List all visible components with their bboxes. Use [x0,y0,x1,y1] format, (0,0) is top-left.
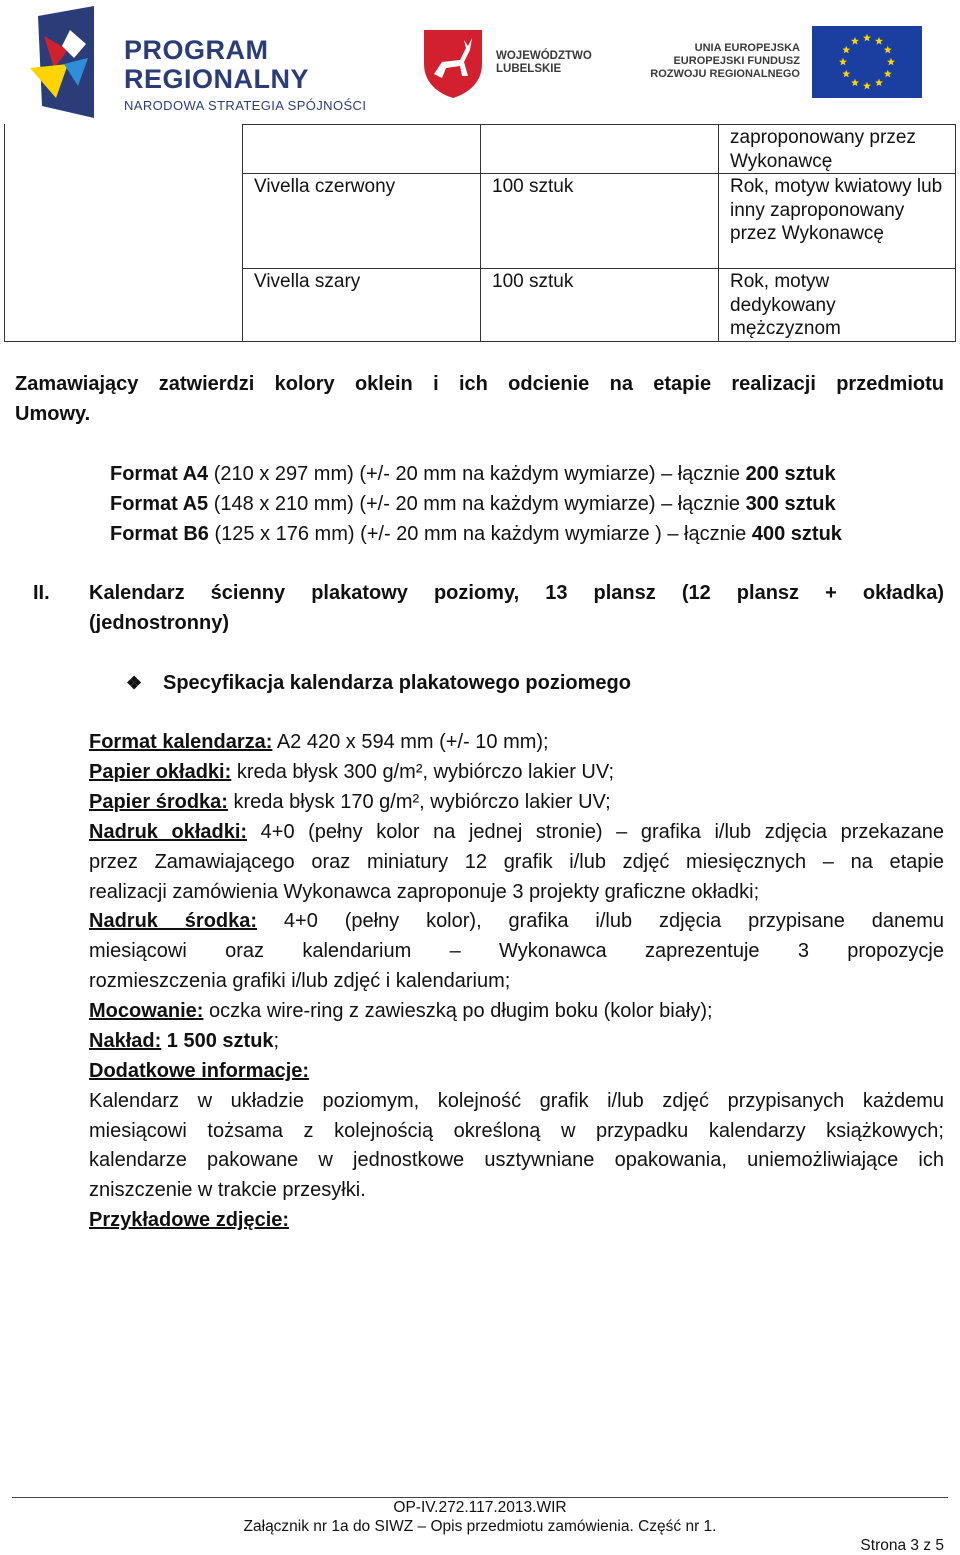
eu-flag-icon [812,26,922,98]
footer-reference: OP-IV.272.117.2013.WIR [393,1499,567,1516]
spec-cover-print-cont: przez Zamawiającego oraz miniatury 12 grafik i/lub zdjęć miesięcznych – na etapie [89,851,944,873]
table-cell-name: Vivella szary [254,271,361,292]
spec-extra-heading: Dodatkowe informacje: [89,1060,310,1082]
spec-extra-text: Kalendarz w układzie poziomym, kolejność grafik i/lub zdjęć przypisanych każdemu [89,1090,944,1112]
format-item-a5: Format A5 (148 x 210 mm) (+/- 20 mm na każdym wymiarze) – łącznie 300 sztuk [110,493,836,515]
format-item-a4: Format A4 (210 x 297 mm) (+/- 20 mm na każdym wymiarze) – łącznie 200 sztuk [110,463,836,485]
wojewodztwo-text: WOJEWÓDZTWO LUBELSKIE [496,50,592,75]
section-title: Kalendarz ścienny plakatowy poziomy, 13 plansz (12 plansz + okładka) [89,582,944,604]
eu-fund-logo [640,26,930,98]
section-title: (jednostronny) [89,612,229,634]
spec-extra-text: miesiącowi tożsama z kolejnością określoną w przypadku kalendarzy książkowych; [89,1120,944,1142]
table-cell-desc: Rok, motyw kwiatowy lub inny zaproponowany przez Wykonawcę [730,176,943,244]
eu-fund-text: UNIA EUROPEJSKA EUROPEJSKI FUNDUSZ ROZWOJU REGIONALNEGO [650,42,800,80]
table-cell-qty: 100 sztuk [492,176,574,197]
spec-mounting: Mocowanie: oczka wire-ring z zawieszką po długim boku (kolor biały); [89,1000,713,1022]
spec-extra-text: zniszczenie w trakcie przesyłki. [89,1179,366,1201]
program-regionalny-title: PROGRAM REGIONALNY [124,35,310,94]
program-regionalny-subtitle: NARODOWA STRATEGIA SPÓJNOŚCI [124,98,367,113]
spec-cover-print: Nadruk okładki: 4+0 (pełny kolor na jednej stronie) – grafika i/lub zdjęcia przekazane [89,821,944,843]
diamond-bullet-icon: ❖ [126,673,143,693]
section-numeral: II. [33,582,50,604]
coat-of-arms-deer-icon [420,26,486,98]
table-cell-qty: 100 sztuk [492,271,574,292]
wojewodztwo-lubelskie-logo [420,26,620,98]
program-regionalny-logo [28,6,378,118]
spec-cover-paper: Papier okładki: kreda błysk 300 g/m², wybiórczo lakier UV; [89,761,615,783]
note-line: Zamawiający zatwierdzi kolory oklein i ich odcienie na etapie realizacji przedmiotu [15,373,944,395]
format-item-b6: Format B6 (125 x 176 mm) (+/- 20 mm na każdym wymiarze ) – łącznie 400 sztuk [110,523,842,545]
spec-cover-print-cont: realizacji zamówienia Wykonawca zaproponuje 3 projekty graficzne okładki; [89,881,760,903]
spec-format: Format kalendarza: A2 420 x 594 mm (+/- 10 mm); [89,731,549,753]
program-regionalny-emblem-icon [28,6,120,118]
spec-inner-paper: Papier środka: kreda błysk 170 g/m², wybiórczo lakier UV; [89,791,611,813]
spec-print-run: Nakład: 1 500 sztuk; [89,1030,280,1052]
spec-extra-text: kalendarze pakowane w jednostkowe usztywniane opakowania, uniemożliwiające ich [89,1149,944,1171]
spec-inner-print-cont: miesiącowi oraz kalendarium – Wykonawca zaprezentuje 3 propozycje [89,940,944,962]
note-line: Umowy. [15,403,91,425]
page-number: Strona 3 z 5 [860,1537,944,1554]
footer-description: Załącznik nr 1a do SIWZ – Opis przedmiotu zamówienia. Część nr 1. [243,1518,717,1535]
spec-inner-print: Nadruk środka: 4+0 (pełny kolor), grafika i/lub zdjęcia przypisane danemu [89,910,944,932]
table-cell-desc: zaproponowany przez Wykonawcę [730,127,916,172]
table-cell-name: Vivella czerwony [254,176,396,197]
spec-photo-heading: Przykładowe zdjęcie: [89,1209,290,1231]
table-cell-desc: Rok, motyw dedykowany mężczyznom [730,271,841,339]
spec-heading: Specyfikacja kalendarza plakatowego poziomego [163,672,631,694]
spec-inner-print-cont: rozmieszczenia grafiki i/lub zdjęć i kalendarium; [89,970,511,992]
